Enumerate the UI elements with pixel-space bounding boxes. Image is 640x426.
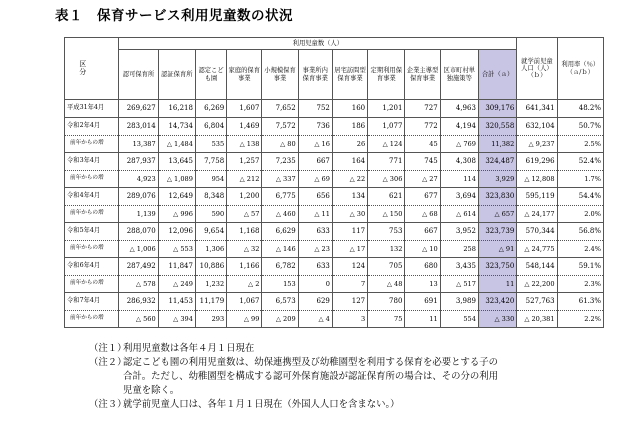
table-cell: 677 <box>405 188 440 206</box>
table-cell: △ 22,200 <box>517 276 557 293</box>
table-cell: △ 553 <box>158 241 195 258</box>
table-cell: △ 32 <box>227 241 262 258</box>
row-label: 前年からの増 <box>65 171 119 188</box>
table-cell: △ 460 <box>262 206 298 223</box>
table-cell: 954 <box>195 171 226 188</box>
table-cell: 1,201 <box>368 100 405 118</box>
table-cell: 7,758 <box>195 153 226 171</box>
table-cell: 11 <box>478 276 516 293</box>
table-cell: 1,232 <box>195 276 226 293</box>
table-cell: 691 <box>405 293 440 311</box>
table-cell: △ 11 <box>298 206 332 223</box>
table-cell: 117 <box>332 223 367 241</box>
table-row <box>65 293 604 311</box>
table-cell: 75 <box>368 311 405 328</box>
row-label: 令和4年4月 <box>65 188 119 206</box>
table-cell: 13 <box>405 276 440 293</box>
table-cell: 1,469 <box>227 118 262 136</box>
table-cell: 287,937 <box>119 153 158 171</box>
table-cell: 11,847 <box>158 258 195 276</box>
table-cell: 160 <box>332 100 367 118</box>
header-kubun: 区 分 <box>65 38 119 100</box>
table-row <box>65 118 604 136</box>
table-cell: △ 80 <box>262 136 298 153</box>
table-cell: 309,176 <box>478 100 516 118</box>
table-cell: 667 <box>298 153 332 171</box>
table-cell: 127 <box>332 293 367 311</box>
table-cell: △ 69 <box>298 171 332 188</box>
row-label: 令和2年4月 <box>65 118 119 136</box>
table-cell: △ 68 <box>405 206 440 223</box>
table-cell: 287,492 <box>119 258 158 276</box>
table-cell: 14,734 <box>158 118 195 136</box>
table-cell: 4,963 <box>440 100 478 118</box>
table-cell: △ 578 <box>119 276 158 293</box>
table-cell: 52.4% <box>557 153 603 171</box>
table-cell: △ 146 <box>262 241 298 258</box>
table-cell: 3,435 <box>440 258 478 276</box>
table-cell: 753 <box>368 223 405 241</box>
table-cell: 2.4% <box>557 241 603 258</box>
table-cell: 6,629 <box>262 223 298 241</box>
footnote-label <box>89 384 123 398</box>
header-col-3: 認定こども園 <box>195 50 226 100</box>
table-cell: △ 24,177 <box>517 206 557 223</box>
table-cell: 1,200 <box>227 188 262 206</box>
table-cell: 527,763 <box>517 293 557 311</box>
table-cell: 269,627 <box>119 100 158 118</box>
footnote-line <box>89 342 498 356</box>
table-cell: 56.8% <box>557 223 603 241</box>
table-cell: 772 <box>405 118 440 136</box>
table-cell: △ 2 <box>227 276 262 293</box>
header-col-6: 事業所内保育事業 <box>298 50 332 100</box>
header-col-13: 利用率（％）（ａ/ｂ） <box>557 38 603 100</box>
footnote-label: （注３） <box>89 399 127 410</box>
table-cell: 633 <box>298 258 332 276</box>
table-cell: 1.7% <box>557 171 603 188</box>
footnote-text: 認定こども園の利用児童数は、幼保連携型及び幼稚園型を利用する保育を必要とする子の <box>123 357 499 368</box>
table-cell: 1,607 <box>227 100 262 118</box>
table-cell: 11,382 <box>478 136 516 153</box>
table-cell: 2.2% <box>557 311 603 328</box>
table-cell: 3,989 <box>440 293 478 311</box>
table-cell: 324,487 <box>478 153 516 171</box>
header-col-5: 小規模保育事業 <box>262 50 298 100</box>
table-cell: 1,166 <box>227 258 262 276</box>
table-cell: 8,348 <box>195 188 226 206</box>
table-cell: 4,308 <box>440 153 478 171</box>
table-cell: △ 394 <box>158 311 195 328</box>
table-cell: △ 212 <box>227 171 262 188</box>
table-cell: 629 <box>298 293 332 311</box>
table-cell: 633 <box>298 223 332 241</box>
footnote-line <box>89 356 498 370</box>
footnote-text: 利用児童数は各年４月１日現在 <box>123 343 255 354</box>
table-cell: △ 24,775 <box>517 241 557 258</box>
table-cell: △ 614 <box>440 206 478 223</box>
table-cell: 9,654 <box>195 223 226 241</box>
table-row <box>65 241 604 258</box>
header-col-10: 区市町村単独施策等 <box>440 50 478 100</box>
table-cell: 548,144 <box>517 258 557 276</box>
row-label: 前年からの増 <box>65 241 119 258</box>
table-cell: △ 57 <box>227 206 262 223</box>
table-cell: 186 <box>332 118 367 136</box>
table-cell: △ 20,381 <box>517 311 557 328</box>
table-cell: 13,645 <box>158 153 195 171</box>
table-row <box>65 258 604 276</box>
table-cell: 619,296 <box>517 153 557 171</box>
table-cell: 45 <box>405 136 440 153</box>
footnotes <box>89 342 498 412</box>
table-cell: 323,420 <box>478 293 516 311</box>
row-label: 令和3年4月 <box>65 153 119 171</box>
table-cell: 705 <box>368 258 405 276</box>
table-cell: 6,269 <box>195 100 226 118</box>
table-cell: 6,573 <box>262 293 298 311</box>
table-cell: 11,453 <box>158 293 195 311</box>
table-cell: 2.0% <box>557 206 603 223</box>
table-cell: 16,218 <box>158 100 195 118</box>
header-group-usage: 利用児童数（人） <box>119 38 517 50</box>
table-cell: △ 306 <box>368 171 405 188</box>
table-cell: 11,179 <box>195 293 226 311</box>
table-cell: 727 <box>405 100 440 118</box>
table-row <box>65 153 604 171</box>
table-cell: 680 <box>405 258 440 276</box>
table-cell: 641,341 <box>517 100 557 118</box>
table-cell: 134 <box>332 188 367 206</box>
table-cell: 780 <box>368 293 405 311</box>
table-cell: 7 <box>332 276 367 293</box>
table-row <box>65 223 604 241</box>
table-cell: △ 9,237 <box>517 136 557 153</box>
footnote-text: 就学前児童人口は、各年１月１日現在（外国人人口を含まない。） <box>123 399 400 410</box>
table-cell: 124 <box>332 258 367 276</box>
footnote-line <box>89 370 498 384</box>
header-col-1: 認可保育所 <box>119 50 158 100</box>
page-title <box>55 4 293 24</box>
table-cell: △ 1,006 <box>119 241 158 258</box>
table-cell: 590 <box>195 206 226 223</box>
table-cell: 0 <box>298 276 332 293</box>
table-cell: 667 <box>405 223 440 241</box>
table-cell: 6,782 <box>262 258 298 276</box>
table-cell: 61.3% <box>557 293 603 311</box>
header-col-8: 定期利用保育事業 <box>368 50 405 100</box>
childcare-usage-table <box>64 37 604 328</box>
header-col-total: 合計（ａ） <box>478 50 516 100</box>
table-cell: 1,257 <box>227 153 262 171</box>
row-label: 前年からの増 <box>65 311 119 328</box>
table-title: 保育サービス利用児童数の状況 <box>97 8 293 24</box>
table-cell: 4,194 <box>440 118 478 136</box>
table-cell: 258 <box>440 241 478 258</box>
table-cell: 12,096 <box>158 223 195 241</box>
table-row <box>65 276 604 293</box>
table-cell: 1,077 <box>368 118 405 136</box>
table-cell: 50.7% <box>557 118 603 136</box>
table-cell: 595,119 <box>517 188 557 206</box>
footnote-line <box>89 398 498 412</box>
table-cell: 752 <box>298 100 332 118</box>
table-cell: △ 4 <box>298 311 332 328</box>
table-cell: △ 1,484 <box>158 136 195 153</box>
header-col-9: 企業主導型保育事業 <box>405 50 440 100</box>
table-cell: 7,235 <box>262 153 298 171</box>
table-cell: 13,387 <box>119 136 158 153</box>
table-cell: 6,775 <box>262 188 298 206</box>
table-cell: 293 <box>195 311 226 328</box>
table-cell: 7,652 <box>262 100 298 118</box>
table-cell: △ 249 <box>158 276 195 293</box>
table-cell: △ 48 <box>368 276 405 293</box>
table-row <box>65 136 604 153</box>
footnote-text: 児童を除く。 <box>123 385 180 396</box>
table-cell: 3,952 <box>440 223 478 241</box>
table-cell: 3,694 <box>440 188 478 206</box>
table-cell: 771 <box>368 153 405 171</box>
table-cell: 153 <box>262 276 298 293</box>
table-cell: 2.3% <box>557 276 603 293</box>
row-label: 前年からの増 <box>65 136 119 153</box>
header-col-7: 居宅訪問型保育事業 <box>332 50 367 100</box>
row-label: 令和7年4月 <box>65 293 119 311</box>
table-cell: 114 <box>440 171 478 188</box>
table-cell: 3,929 <box>478 171 516 188</box>
footnote-line <box>89 384 498 398</box>
table-cell: 59.1% <box>557 258 603 276</box>
table-cell: 10,886 <box>195 258 226 276</box>
header-col-4: 家庭的保育事業 <box>227 50 262 100</box>
header-col-2: 認証保育所 <box>158 50 195 100</box>
table-cell: 11 <box>405 311 440 328</box>
table-cell: 656 <box>298 188 332 206</box>
table-cell: 4,923 <box>119 171 158 188</box>
table-cell: △ 337 <box>262 171 298 188</box>
table-cell: 132 <box>368 241 405 258</box>
row-label: 令和6年4月 <box>65 258 119 276</box>
table-cell: 1,139 <box>119 206 158 223</box>
table-cell: △ 16 <box>298 136 332 153</box>
table-cell: △ 99 <box>227 311 262 328</box>
table-cell: 535 <box>195 136 226 153</box>
table-cell: △ 23 <box>298 241 332 258</box>
table-cell: 26 <box>332 136 367 153</box>
table-cell: 1,168 <box>227 223 262 241</box>
table-cell: 6,804 <box>195 118 226 136</box>
row-label: 前年からの増 <box>65 276 119 293</box>
table-cell: △ 996 <box>158 206 195 223</box>
table-cell: △ 22 <box>332 171 367 188</box>
table-number: 表１ <box>55 8 83 24</box>
table-cell: 323,750 <box>478 258 516 276</box>
table-cell: △ 12,808 <box>517 171 557 188</box>
table-cell: 286,932 <box>119 293 158 311</box>
table-cell: 323,739 <box>478 223 516 241</box>
table-cell: 554 <box>440 311 478 328</box>
row-label: 平成31年4月 <box>65 100 119 118</box>
table-cell: 2.5% <box>557 136 603 153</box>
table-cell: △ 91 <box>478 241 516 258</box>
table-cell: △ 517 <box>440 276 478 293</box>
table-row <box>65 311 604 328</box>
table-cell: 289,076 <box>119 188 158 206</box>
table-cell: △ 10 <box>405 241 440 258</box>
table-cell: 320,558 <box>478 118 516 136</box>
table-cell: △ 1,089 <box>158 171 195 188</box>
table-cell: 745 <box>405 153 440 171</box>
footnote-label: （注１） <box>89 343 127 354</box>
table-cell: △ 27 <box>405 171 440 188</box>
table-cell: 1,067 <box>227 293 262 311</box>
table-cell: △ 330 <box>478 311 516 328</box>
table-cell: 570,344 <box>517 223 557 241</box>
table-cell: △ 17 <box>332 241 367 258</box>
table-row <box>65 188 604 206</box>
table-cell: △ 769 <box>440 136 478 153</box>
table-row <box>65 100 604 118</box>
footnote-text: 合計。ただし、幼稚園型を構成する認可外保育施設が認証保育所の場合は、その分の利用 <box>123 371 499 382</box>
table-cell: △ 209 <box>262 311 298 328</box>
row-label: 令和5年4月 <box>65 223 119 241</box>
table-cell: △ 150 <box>368 206 405 223</box>
table-cell: 12,649 <box>158 188 195 206</box>
table-cell: △ 124 <box>368 136 405 153</box>
table-cell: 3 <box>332 311 367 328</box>
table-cell: 621 <box>368 188 405 206</box>
footnote-label: （注２） <box>89 357 127 368</box>
table-cell: 7,572 <box>262 118 298 136</box>
table-cell: 48.2% <box>557 100 603 118</box>
table-cell: 632,104 <box>517 118 557 136</box>
table-cell: △ 560 <box>119 311 158 328</box>
table-cell: 164 <box>332 153 367 171</box>
table-cell: △ 657 <box>478 206 516 223</box>
table-cell: 736 <box>298 118 332 136</box>
header-col-12: 就学前児童人口（人）（ｂ） <box>517 38 557 100</box>
row-label: 前年からの増 <box>65 206 119 223</box>
table-cell: 323,830 <box>478 188 516 206</box>
table-cell: 288,070 <box>119 223 158 241</box>
table-row <box>65 171 604 188</box>
table-cell: 54.4% <box>557 188 603 206</box>
table-cell: 1,306 <box>195 241 226 258</box>
footnote-label <box>89 370 123 384</box>
table-cell: △ 30 <box>332 206 367 223</box>
table-row <box>65 206 604 223</box>
table-cell: 283,014 <box>119 118 158 136</box>
table-cell: △ 138 <box>227 136 262 153</box>
